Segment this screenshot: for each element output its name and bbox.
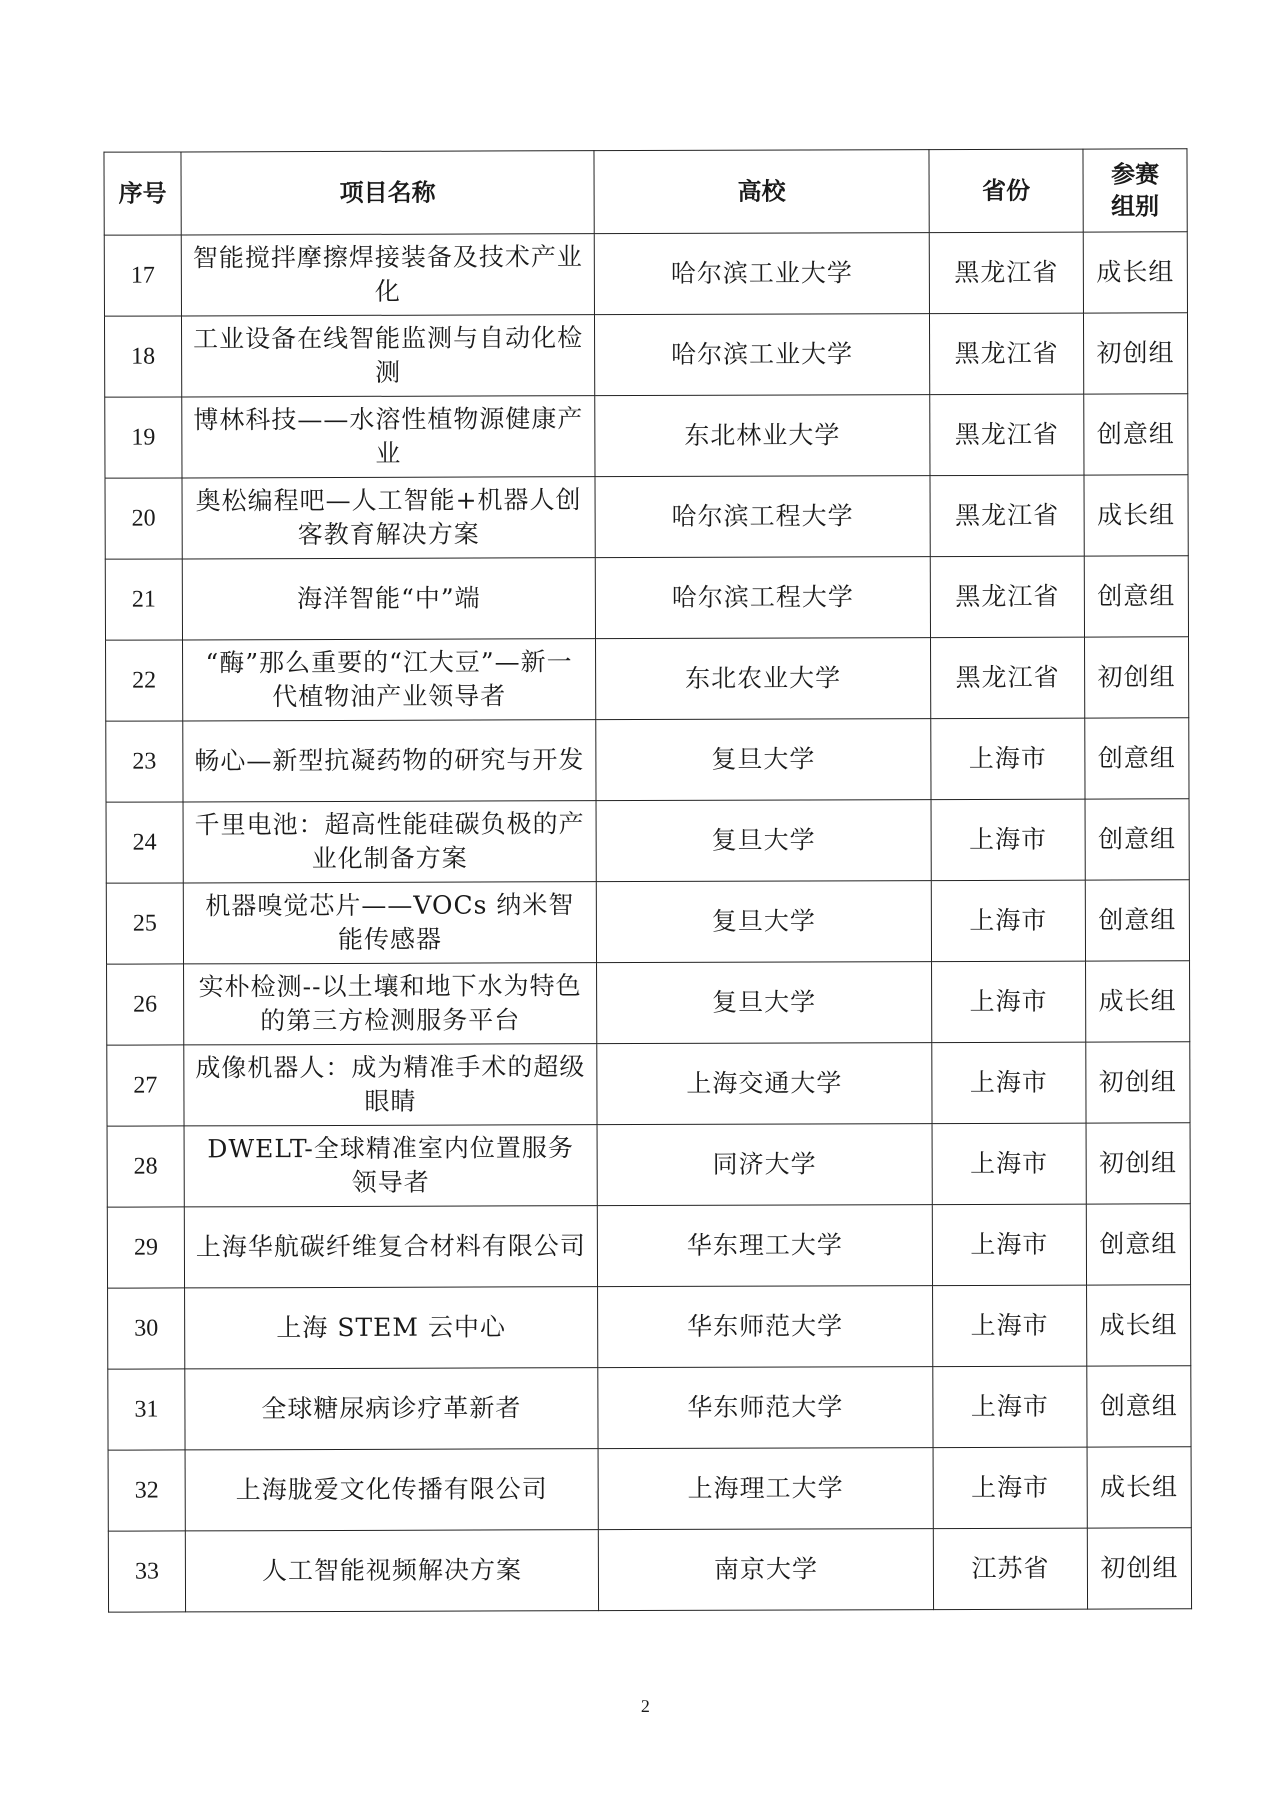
cell-group: 初创组 bbox=[1086, 1123, 1190, 1204]
cell-school: 华东师范大学 bbox=[598, 1367, 933, 1449]
cell-project-name: 博林科技——水溶性植物源健康产业 bbox=[182, 396, 595, 478]
table-row bbox=[107, 1123, 1190, 1207]
cell-province: 上海市 bbox=[931, 799, 1085, 880]
table-row bbox=[106, 799, 1189, 883]
cell-serial: 33 bbox=[108, 1531, 185, 1612]
project-list-table bbox=[103, 148, 1192, 1612]
cell-serial: 32 bbox=[108, 1450, 185, 1531]
cell-province: 江苏省 bbox=[933, 1528, 1087, 1609]
cell-school: 哈尔滨工程大学 bbox=[595, 476, 930, 558]
table-row bbox=[105, 394, 1188, 478]
cell-school: 哈尔滨工业大学 bbox=[594, 314, 929, 396]
cell-project-name: 奥松编程吧—人工智能+机器人创客教育解决方案 bbox=[182, 477, 595, 559]
cell-project-name: 上海胧爱文化传播有限公司 bbox=[185, 1449, 598, 1531]
cell-province: 上海市 bbox=[932, 1042, 1086, 1123]
cell-province: 上海市 bbox=[933, 1366, 1087, 1447]
header-project-name: 项目名称 bbox=[181, 151, 594, 235]
cell-serial: 28 bbox=[107, 1126, 184, 1207]
cell-project-name: DWELT-全球精准室内位置服务领导者 bbox=[184, 1125, 597, 1207]
cell-serial: 21 bbox=[105, 559, 182, 640]
cell-group: 创意组 bbox=[1085, 718, 1189, 799]
cell-project-name: 实朴检测--以土壤和地下水为特色的第三方检测服务平台 bbox=[184, 963, 597, 1045]
table-row bbox=[107, 1204, 1190, 1288]
table-row bbox=[106, 718, 1189, 802]
cell-project-name: 机器嗅觉芯片——VOCs 纳米智能传感器 bbox=[183, 882, 596, 964]
cell-school: 哈尔滨工程大学 bbox=[595, 557, 930, 639]
cell-project-name: 上海华航碳纤维复合材料有限公司 bbox=[184, 1206, 597, 1288]
cell-serial: 30 bbox=[108, 1288, 185, 1369]
cell-province: 上海市 bbox=[931, 880, 1085, 961]
cell-project-name: “酶”那么重要的“江大豆”—新一代植物油产业领导者 bbox=[183, 639, 596, 721]
cell-serial: 23 bbox=[106, 721, 183, 802]
cell-province: 黑龙江省 bbox=[929, 313, 1083, 394]
cell-group: 成长组 bbox=[1086, 961, 1190, 1042]
table-row bbox=[107, 961, 1190, 1045]
table-row bbox=[107, 1042, 1190, 1126]
cell-project-name: 全球糖尿病诊疗革新者 bbox=[185, 1368, 598, 1450]
cell-serial: 18 bbox=[104, 316, 181, 397]
cell-school: 复旦大学 bbox=[596, 800, 931, 882]
cell-serial: 20 bbox=[105, 478, 182, 559]
cell-school: 同济大学 bbox=[597, 1124, 932, 1206]
table-row bbox=[106, 880, 1189, 964]
cell-province: 上海市 bbox=[933, 1285, 1087, 1366]
cell-province: 黑龙江省 bbox=[930, 475, 1084, 556]
cell-school: 复旦大学 bbox=[596, 881, 931, 963]
header-serial: 序号 bbox=[104, 152, 181, 235]
cell-province: 上海市 bbox=[932, 1204, 1086, 1285]
cell-group: 初创组 bbox=[1087, 1528, 1191, 1609]
cell-project-name: 工业设备在线智能监测与自动化检测 bbox=[181, 315, 594, 397]
table-row bbox=[108, 1447, 1191, 1531]
cell-province: 上海市 bbox=[931, 718, 1085, 799]
cell-serial: 27 bbox=[107, 1045, 184, 1126]
cell-school: 华东理工大学 bbox=[597, 1205, 932, 1287]
cell-school: 华东师范大学 bbox=[598, 1286, 933, 1368]
cell-province: 上海市 bbox=[932, 961, 1086, 1042]
cell-project-name: 上海 STEM 云中心 bbox=[185, 1287, 598, 1369]
cell-group: 创意组 bbox=[1086, 1204, 1190, 1285]
cell-serial: 29 bbox=[107, 1207, 184, 1288]
cell-group: 成长组 bbox=[1084, 475, 1188, 556]
cell-group: 初创组 bbox=[1083, 313, 1187, 394]
cell-group: 创意组 bbox=[1087, 1366, 1191, 1447]
cell-school: 复旦大学 bbox=[597, 962, 932, 1044]
cell-group: 初创组 bbox=[1085, 637, 1189, 718]
cell-serial: 31 bbox=[108, 1369, 185, 1450]
cell-group: 创意组 bbox=[1084, 556, 1188, 637]
header-province: 省份 bbox=[929, 149, 1083, 232]
cell-province: 上海市 bbox=[933, 1447, 1087, 1528]
cell-project-name: 成像机器人：成为精准手术的超级眼睛 bbox=[184, 1044, 597, 1126]
cell-school: 上海交通大学 bbox=[597, 1043, 932, 1125]
cell-serial: 25 bbox=[106, 883, 183, 964]
cell-group: 成长组 bbox=[1087, 1447, 1191, 1528]
cell-project-name: 千里电池：超高性能硅碳负极的产业化制备方案 bbox=[183, 801, 596, 883]
cell-project-name: 智能搅拌摩擦焊接装备及技术产业化 bbox=[181, 234, 594, 316]
cell-group: 成长组 bbox=[1083, 232, 1187, 313]
cell-serial: 22 bbox=[106, 640, 183, 721]
cell-serial: 26 bbox=[107, 964, 184, 1045]
cell-project-name: 畅心—新型抗凝药物的研究与开发 bbox=[183, 720, 596, 802]
table-body bbox=[104, 232, 1191, 1612]
cell-province: 黑龙江省 bbox=[929, 232, 1083, 313]
table-row bbox=[108, 1366, 1191, 1450]
table-row bbox=[105, 556, 1188, 640]
table-row bbox=[104, 232, 1187, 316]
cell-group: 初创组 bbox=[1086, 1042, 1190, 1123]
cell-school: 东北林业大学 bbox=[595, 395, 930, 477]
table-row bbox=[108, 1528, 1191, 1612]
cell-school: 南京大学 bbox=[598, 1529, 933, 1611]
header-school: 高校 bbox=[594, 150, 929, 234]
table-row bbox=[106, 637, 1189, 721]
table-row bbox=[108, 1285, 1191, 1369]
page-number: 2 bbox=[640, 1695, 650, 1717]
cell-project-name: 海洋智能“中”端 bbox=[182, 558, 595, 640]
cell-province: 黑龙江省 bbox=[930, 556, 1084, 637]
cell-group: 创意组 bbox=[1084, 394, 1188, 475]
cell-project-name: 人工智能视频解决方案 bbox=[185, 1530, 598, 1612]
cell-school: 复旦大学 bbox=[596, 719, 931, 801]
table-row bbox=[105, 475, 1188, 559]
header-group: 参赛 组别 bbox=[1083, 149, 1187, 232]
cell-serial: 17 bbox=[104, 235, 181, 316]
table-header-row bbox=[104, 149, 1187, 235]
cell-province: 黑龙江省 bbox=[930, 394, 1084, 475]
cell-school: 上海理工大学 bbox=[598, 1448, 933, 1530]
cell-group: 成长组 bbox=[1087, 1285, 1191, 1366]
cell-group: 创意组 bbox=[1085, 880, 1189, 961]
cell-serial: 19 bbox=[105, 397, 182, 478]
cell-school: 哈尔滨工业大学 bbox=[594, 233, 929, 315]
table-row bbox=[104, 313, 1187, 397]
cell-province: 上海市 bbox=[932, 1123, 1086, 1204]
cell-serial: 24 bbox=[106, 802, 183, 883]
cell-school: 东北农业大学 bbox=[596, 638, 931, 720]
cell-group: 创意组 bbox=[1085, 799, 1189, 880]
cell-province: 黑龙江省 bbox=[931, 637, 1085, 718]
